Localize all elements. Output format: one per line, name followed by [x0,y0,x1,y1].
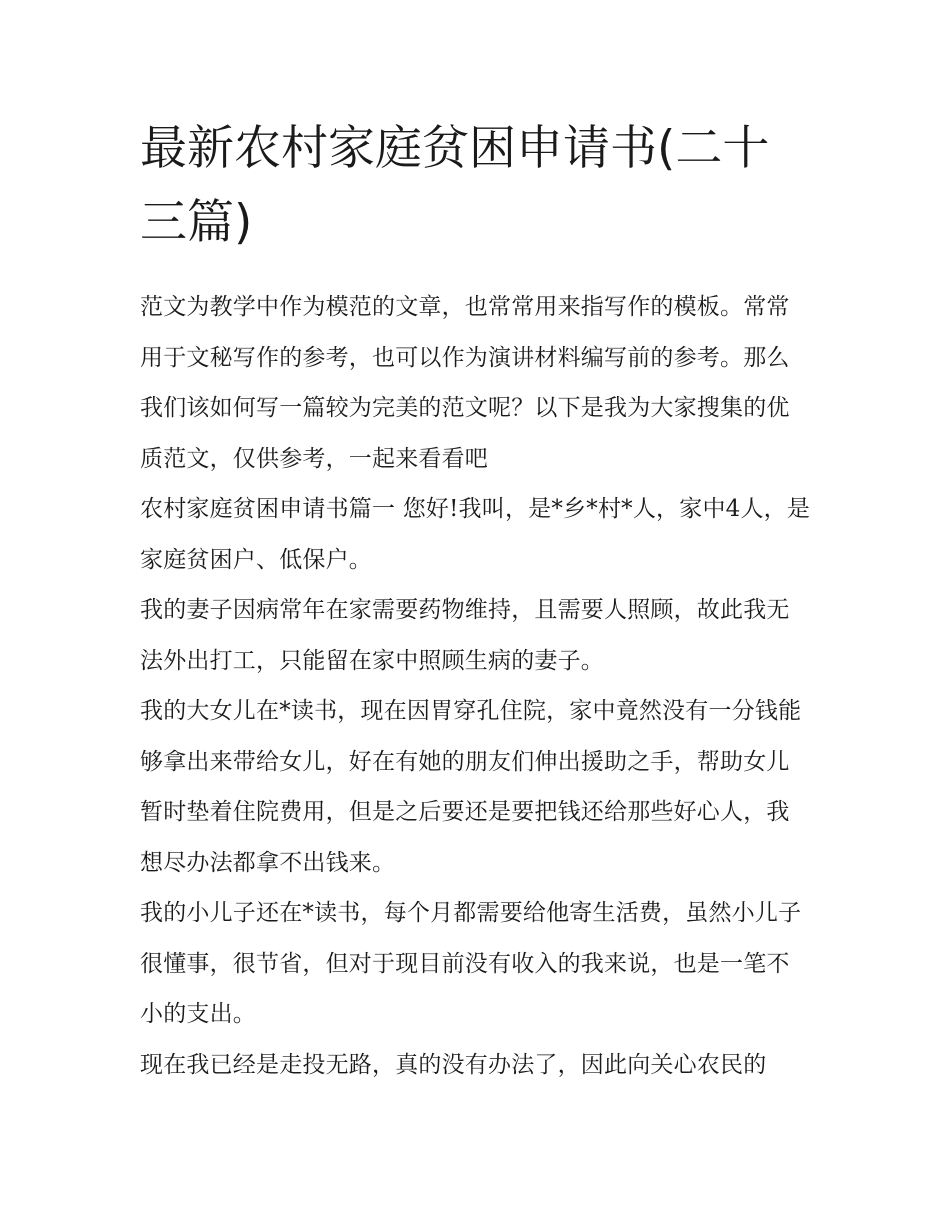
paragraph-greeting: 农村家庭贫困申请书篇一 您好!我叫，是*乡*村*人，家中4人，是家庭贫困户、低保户。 [140,496,811,573]
paragraph-daughter: 我的大女儿在*读书，现在因胃穿孔住院，家中竟然没有一分钱能够拿出来带给女儿，好在有她的朋友们伸出援助之手，帮助女儿暂时垫着住院费用，但是之后要还是要把钱还给那些好心人，我想尽办法都拿不出钱来。 [140,698,802,876]
paragraph-son: 我的小儿子还在*读书，每个月都需要给他寄生活费，虽然小儿子很懂事，很节省，但对于现目前没有收入的我来说，也是一笔不小的支出。 [140,900,802,1027]
paragraph-wife: 我的妻子因病常年在家需要药物维持，且需要人照顾，故此我无法外出打工，只能留在家中照顾生病的妻子。 [140,597,790,674]
document-title: 最新农村家庭贫困申请书(二十三篇) [140,121,770,250]
paragraph-intro: 范文为教学中作为模范的文章，也常常用来指写作的模板。常常用于文秘写作的参考，也可以作为演讲材料编写前的参考。那么我们该如何写一篇较为完美的范文呢？以下是我为大家搜集的优质范文，仅供参考，一起来看看吧 [140,294,790,472]
document-page [140,112,812,1090]
paragraph-closing: 现在我已经是走投无路，真的没有办法了，因此向关心农民的 [140,1051,767,1078]
